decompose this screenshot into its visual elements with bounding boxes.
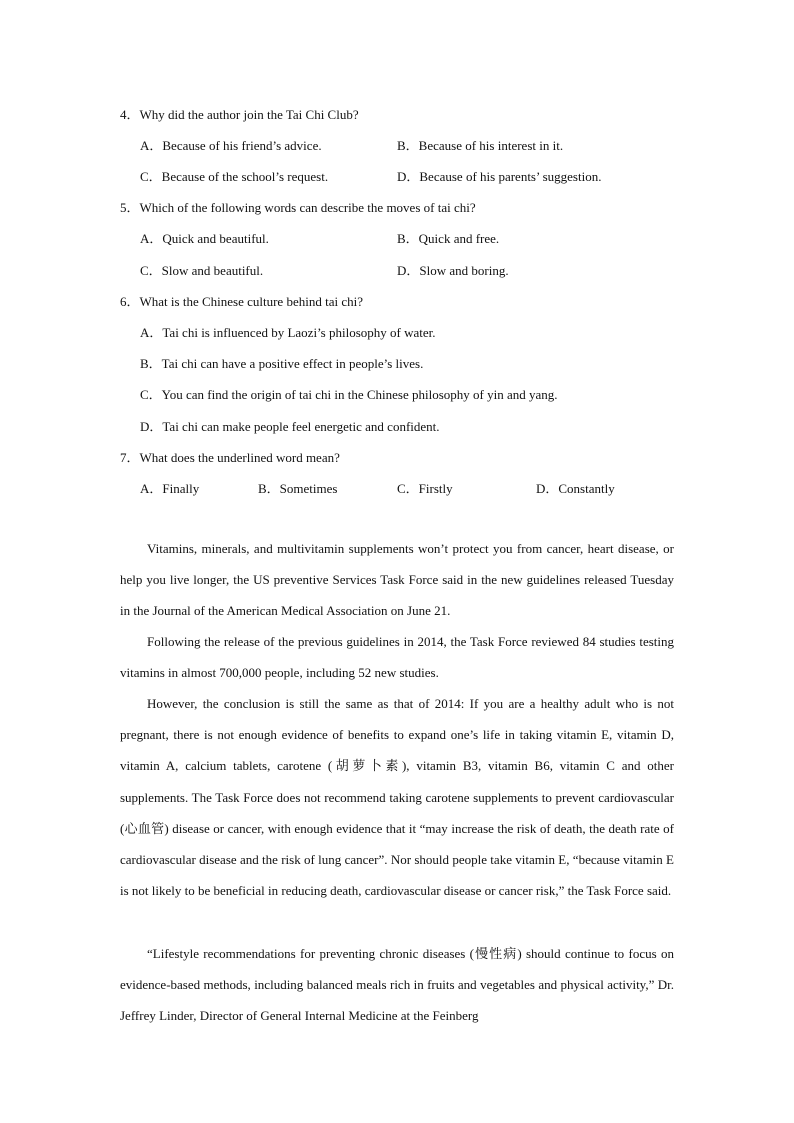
- option-text: Quick and beautiful.: [162, 231, 269, 246]
- q6-option-c[interactable]: [140, 384, 558, 403]
- q5-option-c[interactable]: [140, 260, 263, 279]
- option-text: Tai chi is influenced by Laozi’s philosophy of water.: [162, 325, 436, 340]
- q4-option-c[interactable]: [140, 166, 328, 185]
- option-letter: D．: [536, 481, 559, 496]
- q5-option-b[interactable]: [397, 228, 499, 247]
- question-4: [120, 104, 359, 123]
- option-text: Constantly: [558, 481, 615, 496]
- option-letter: A．: [140, 138, 163, 153]
- option-letter: C．: [140, 169, 162, 184]
- option-letter: A．: [140, 231, 163, 246]
- question-number: 5．: [120, 200, 140, 215]
- option-text: Because of his interest in it.: [418, 138, 564, 153]
- option-letter: B．: [397, 138, 419, 153]
- passage-paragraph-2: Following the release of the previous guidelines in 2014, the Task Force reviewed 84 studies testing vitamins in almost 700,000 people, including 52 new studies.: [120, 634, 674, 681]
- option-text: Sometimes: [279, 481, 338, 496]
- option-text: Because of his friend’s advice.: [162, 138, 322, 153]
- option-text: Finally: [162, 481, 200, 496]
- option-text: Slow and boring.: [419, 263, 509, 278]
- option-text: Firstly: [418, 481, 453, 496]
- q6-option-d[interactable]: [140, 416, 440, 435]
- q6-option-b[interactable]: [140, 353, 423, 372]
- question-text: Why did the author join the Tai Chi Club?: [139, 107, 359, 122]
- question-number: 6．: [120, 294, 140, 309]
- q7-option-b[interactable]: [258, 478, 337, 497]
- question-number: 4．: [120, 107, 140, 122]
- q5-option-d[interactable]: [397, 260, 509, 279]
- q6-option-a[interactable]: [140, 322, 436, 341]
- question-7: [120, 447, 340, 466]
- q7-option-c[interactable]: [397, 478, 453, 497]
- q4-option-b[interactable]: [397, 135, 563, 154]
- option-letter: C．: [140, 387, 162, 402]
- passage-paragraph-1: Vitamins, minerals, and multivitamin supplements won’t protect you from cancer, heart disease, or help you live longer, the US preventive Services Task Force said in the new guidelines released Tuesday in the Journal of the American Medical Association on June 21.: [120, 541, 674, 619]
- q7-option-d[interactable]: [536, 478, 615, 497]
- option-text: Slow and beautiful.: [161, 263, 264, 278]
- option-text: You can find the origin of tai chi in the Chinese philosophy of yin and yang.: [161, 387, 558, 402]
- option-text: Because of his parents’ suggestion.: [419, 169, 602, 184]
- option-letter: A．: [140, 481, 163, 496]
- option-text: Because of the school’s request.: [161, 169, 329, 184]
- q5-option-a[interactable]: [140, 228, 269, 247]
- option-text: Quick and free.: [418, 231, 500, 246]
- option-letter: D．: [397, 169, 420, 184]
- option-letter: C．: [140, 263, 162, 278]
- passage-paragraph-3: However, the conclusion is still the same as that of 2014: If you are a healthy adult who is not pregnant, there is not enough evidence of benefits to expand one’s life in taking vitamin E, vitamin D, vitamin A, calcium tablets, carotene (胡萝卜素), vitamin B3, vitamin B6, vitamin C and other supplements. The Task Force does not recommend taking carotene supplements to prevent cardiovascular (心血管) disease or cancer, with enough evidence that it “may increase the risk of death, the death rate of cardiovascular disease and the risk of lung cancer”. Nor should people take vitamin E, “because vitamin E is not likely to be beneficial in reducing death, cardiovascular disease or cancer risk,” the Task Force said.: [120, 696, 674, 899]
- question-number: 7．: [120, 450, 140, 465]
- question-5: [120, 197, 476, 216]
- question-text: What does the underlined word mean?: [139, 450, 340, 465]
- option-letter: C．: [397, 481, 419, 496]
- option-letter: D．: [140, 419, 163, 434]
- option-letter: B．: [397, 231, 419, 246]
- option-letter: B．: [258, 481, 280, 496]
- question-6: [120, 291, 363, 310]
- option-text: Tai chi can have a positive effect in people’s lives.: [161, 356, 424, 371]
- option-letter: B．: [140, 356, 162, 371]
- option-letter: A．: [140, 325, 163, 340]
- option-text: Tai chi can make people feel energetic and confident.: [162, 419, 440, 434]
- passage-paragraph-4: “Lifestyle recommendations for preventing chronic diseases (慢性病) should continue to focus on evidence-based methods, including balanced meals rich in fruits and vegetables and physical activity,” Dr. Jeffrey Linder, Director of General Internal Medicine at the Feinberg: [120, 946, 674, 1024]
- q4-option-a[interactable]: [140, 135, 322, 154]
- question-text: Which of the following words can describe the moves of tai chi?: [139, 200, 476, 215]
- q7-option-a[interactable]: [140, 478, 199, 497]
- option-letter: D．: [397, 263, 420, 278]
- question-text: What is the Chinese culture behind tai chi?: [139, 294, 363, 309]
- q4-option-d[interactable]: [397, 166, 601, 185]
